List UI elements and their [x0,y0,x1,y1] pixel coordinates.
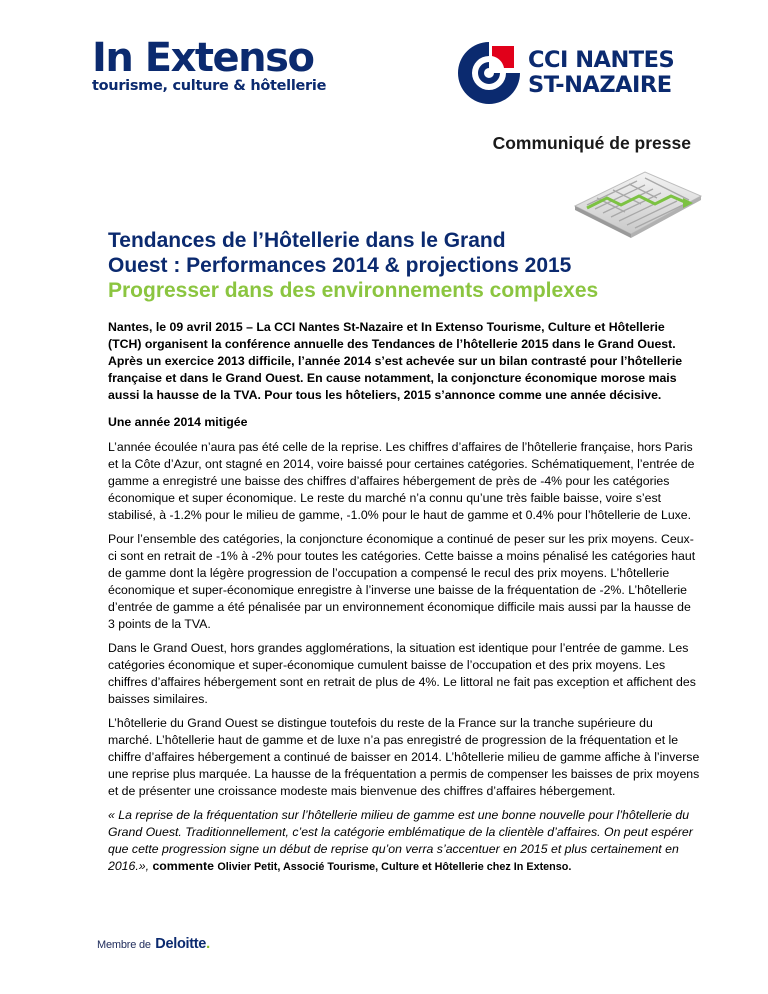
body-paragraph: L’année écoulée n’aura pas été celle de la reprise. Les chiffres d’affaires de l’hôtellerie française, hors Paris et la Côte d’Azur, ont stagné en 2014, voire baissé pour certaines catégories. Schématiquement, l’entrée de gamme a enregistré une baisse des chiffres d’affaires hébergement de près de -4% pour les catégories économique et super économique. Le reste du marché n’a connu qu’une très faible baisse, voire s’est stabilisé, à -1.2% pour le milieu de gamme, -1.0% pour le haut de gamme et 0.4% pour l’hôtellerie de Luxe. [108,440,695,522]
cci-logo-line2: ST-NAZAIRE [528,72,672,98]
in-extenso-logo-name: In Extenso [92,35,314,81]
quote-paragraph [108,807,700,876]
article-body [108,319,700,883]
deloitte-logo-dot: . [206,936,211,952]
body-paragraph: Pour l’ensemble des catégories, la conjoncture économique a continué de peser sur les prix moyens. Ceux-ci sont en retrait de -1% à -2% pour toutes les catégories. Cette baisse a moins pénalisé les catégories haut de gamme dont la légère progression de l’occupation a compensé le recul des prix moyens. L’hôtellerie économique et super-économique enregistre à l’inverse une baisse de la fréquentation de -2%. L’hôtellerie d’entrée de gamme a été pénalisée par un environnement économique difficile mais aussi par la hausse de 3 points de la TVA. [108,532,696,631]
body-paragraph: L’hôtellerie du Grand Ouest se distingue toutefois du reste de la France sur la tranche supérieure du marché. L’hôtellerie haut de gamme et de luxe n’a pas enregistré de progression de la fréquentation et le chiffre d’affaires hébergement a continué de baisser en 2014. L’hôtellerie milieu de gamme affiche à l’inverse une reprise plus marquée. La hausse de la fréquentation a permis de compenser les baisses de prix moyens et de présenter une croissance modeste mais bienvenue des chiffres d’affaires hébergement. [108,716,700,798]
section-heading: Une année 2014 mitigée [108,415,248,429]
footer-member-prefix: Membre de [97,939,151,951]
lead-paragraph: Nantes, le 09 avril 2015 – La CCI Nantes St-Nazaire et In Extenso Tourisme, Culture et Hôtellerie (TCH) organisent la conférence annuelle des Tendances de l’hôtellerie 2015 dans le Grand Ouest. Après un exercice 2013 difficile, l’année 2014 s’est achevée sur un bilan contrasté pour l’hôtellerie française et dans le Grand Ouest. En cause notamment, la conjoncture économique morose mais aussi la hausse de la TVA. Pour tous les hôteliers, 2015 s’annonce comme une année décisive. [108,320,683,402]
footer-membership [97,935,210,953]
title-line-2: Ouest : Performances 2014 & projections 2015 [108,254,572,277]
title-block [108,228,708,303]
quote-verb: commente [149,859,218,873]
cci-logo [456,40,696,110]
cci-logo-text [528,48,674,98]
body-paragraph: Dans le Grand Ouest, hors grandes agglomérations, la situation est identique pour l’entrée de gamme. Les catégories économique et super-économique cumulent baisse de l’occupation et des prix moyens. Les chiffres d’affaires hébergement sont en retrait de plus de 4%. Le littoral ne fait pas exception et affichent des baisses similaires. [108,641,696,706]
in-extenso-logo-tagline: tourisme, culture & hôtellerie [92,78,327,94]
press-release-label: Communiqué de presse [492,133,691,153]
deloitte-logo: Deloitte [155,936,207,952]
subtitle: Progresser dans des environnements complexes [108,279,599,302]
cci-logo-line1: CCI NANTES [528,47,675,73]
in-extenso-logo [92,36,326,94]
cci-emblem-icon [456,40,522,106]
quote-attribution: Olivier Petit, Associé Tourisme, Culture et Hôtellerie chez In Extenso. [217,861,572,873]
quote-text: « La reprise de la fréquentation sur l’hôtellerie milieu de gamme est une bonne nouvelle pour l’hôtellerie du Grand Ouest. Traditionnellement, c’est la catégorie emblématique de la clientèle d’affaires. On peut espérer que cette progression signe un début de reprise qu’on verra s’accentuer en 2015 et plus certainement en 2016.», [108,808,693,873]
title-line-1: Tendances de l’Hôtellerie dans le Grand [108,229,506,252]
